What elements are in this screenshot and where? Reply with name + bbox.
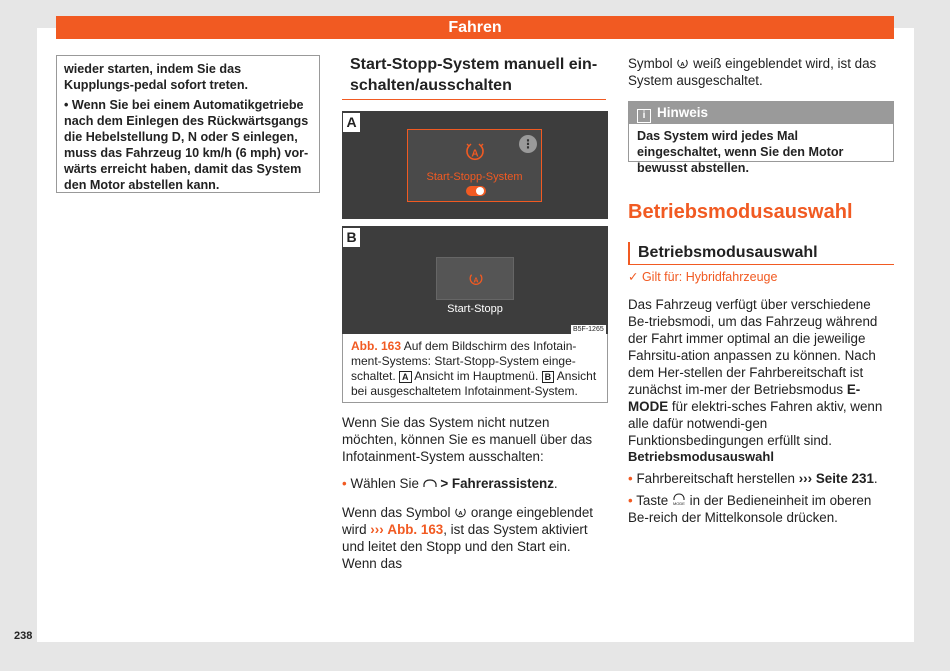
bullet-marker: •: [628, 493, 633, 508]
bullet-marker: •: [628, 471, 633, 486]
svg-text:A: A: [473, 275, 479, 285]
section-header: Fahren: [56, 16, 894, 39]
figure-label-b: B: [343, 228, 360, 247]
note-header: i Hinweis: [629, 102, 893, 124]
svg-text:A: A: [471, 148, 479, 160]
figure-caption: Abb. 163 Auf dem Bildschirm des Infotain-ment-Systems: Start-Stopp-System einge-schaltet. A Ansicht im Hauptmenü. B Ansicht bei ausgeschaltetem Infotainment-System.: [342, 334, 608, 403]
subheading: Betriebsmodusauswahl: [628, 449, 774, 464]
caption-label-b: B: [542, 371, 555, 383]
figure-reference-link[interactable]: ››› Abb. 163: [370, 522, 444, 537]
note-text: Das System wird jedes Mal eingeschaltet, wenn Sie den Motor bewusst abstellen.: [637, 129, 844, 175]
start-stop-icon: [468, 271, 484, 287]
list-item: • Taste MODE in der Bedieneinheit im oberen Be-reich der Mittelkonsole drücken.: [628, 493, 872, 525]
start-stop-label: Start-Stopp-System: [426, 171, 523, 183]
toggle-switch[interactable]: [465, 185, 487, 197]
bullet-marker: •: [64, 98, 72, 112]
figure-label-a: A: [343, 113, 360, 132]
list-item: • Wählen Sie > Fahrerassistenz.: [342, 476, 558, 491]
note-box: [628, 101, 894, 175]
start-stop-short-label: Start-Stopp: [447, 303, 503, 315]
start-stop-icon: [454, 506, 467, 519]
caption-figure-number: Abb. 163: [351, 339, 402, 353]
figure-code: B5F-1265: [573, 326, 604, 333]
body-paragraph: Symbol A weiß eingeblendet wird, ist das System ausgeschaltet.: [628, 56, 877, 88]
list-item: • Wenn Sie bei einem Automatikgetriebe nach dem Einlegen des Rückwärtsgangs die Hebelstellung D, N oder S einlegen, muss das Fahrzeug 10 km/h (6 mph) vor-wärts erreicht haben, damit das System den Motor abstellen kann.: [64, 98, 309, 192]
start-stop-icon: [676, 57, 689, 70]
body-paragraph: Das Fahrzeug verfügt über verschiedene Be-triebsmodi, um das Fahrzeug während der Fahrt immer optimal an die jeweilige Fahrsitu-ation anpassen zu können. Nach dem Her-stellen der Fahrbereitschaft ist zunächst im-mer der Betriebsmodus E-MODE für elektri-sches Fahren aktiv, wenn alle dafür notwendi-gen Funktionsbedingungen erfüllt sind.: [628, 297, 883, 448]
mode-button-icon: MODE: [672, 493, 686, 506]
svg-text:A: A: [680, 62, 686, 69]
body-paragraph: Wenn Sie das System nicht nutzen möchten, können Sie es manuell über das Infotainment-System ausschalten:: [342, 415, 593, 464]
info-icon: i: [637, 109, 651, 123]
start-stop-tile[interactable]: [407, 129, 542, 202]
continuation-box: [56, 55, 320, 193]
more-options-icon[interactable]: ⋮: [519, 135, 537, 153]
continuation-text: wieder starten, indem Sie das Kupplungs-pedal sofort treten.: [64, 62, 249, 92]
section-title: Start-Stopp-System manuell ein-schalten/ausschalten: [342, 54, 606, 100]
page-reference-link[interactable]: ››› Seite 231: [798, 471, 874, 486]
chapter-heading: Betriebsmodusauswahl: [628, 201, 853, 223]
caption-label-a: A: [399, 371, 412, 383]
section-heading: Betriebsmodusauswahl: [628, 242, 894, 265]
svg-text:A: A: [458, 511, 463, 518]
body-paragraph: Wenn das Symbol A orange eingeblendet wird ››› Abb. 163, ist das System aktiviert und leitet den Stopp und den Start ein. Wenn das: [342, 505, 594, 571]
start-stop-icon: [464, 141, 486, 163]
applies-to-note: ✓ Gilt für: Hybridfahrzeuge: [628, 270, 778, 284]
check-icon: ✓: [628, 270, 642, 284]
start-stop-button[interactable]: [436, 257, 514, 300]
list-item: • Fahrbereitschaft herstellen ››› Seite 231.: [628, 471, 878, 486]
page-number: 238: [14, 630, 33, 642]
bullet-marker: •: [342, 476, 347, 491]
car-icon: [423, 478, 437, 489]
